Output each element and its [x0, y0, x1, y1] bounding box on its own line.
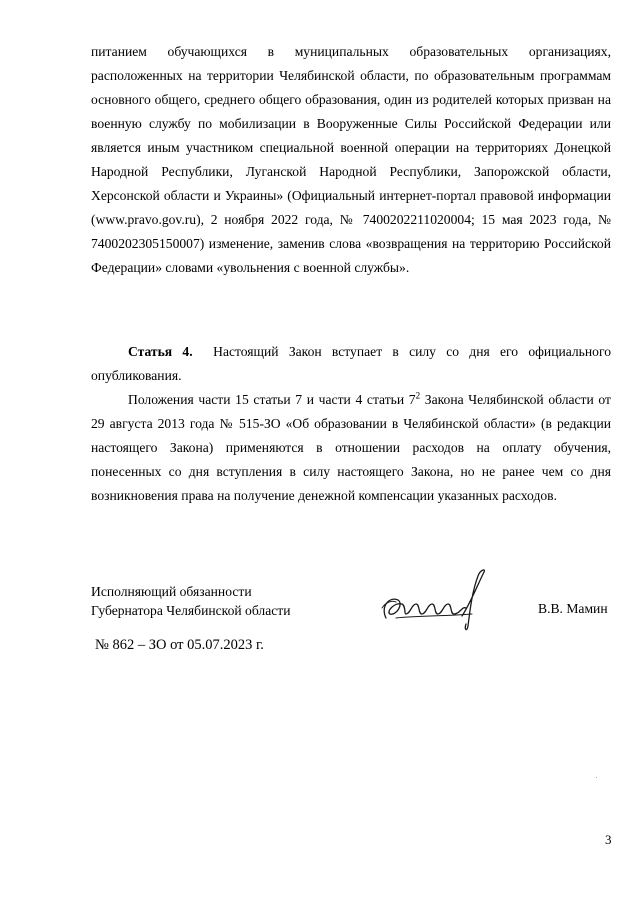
provisions-paragraph [91, 388, 611, 508]
continued-paragraph: питанием обучающихся в муниципальных образовательных организациях, расположенных на территории Челябинской области, по образовательным программам основного общего, среднего общего образования, один из родителей которых призван на военную службу по мобилизации в Вооруженные Силы Российской Федерации или является иным участником специальной военной операции на территориях Донецкой Народной Республики, Луганской Народной Республики, Запорожской области, Херсонской области и Украины» (Официальный интернет-портал правовой информации (www.pravo.gov.ru), 2 ноября 2022 года, № 7400202211020004; 15 мая 2023 года, № 7400202305150007) изменение, заменив слова «возвращения на территорию Российской Федерации» словами «увольнения с военной службы». [91, 44, 611, 275]
signatory-title-line1: Исполняющий обязанности [91, 584, 252, 599]
signatory-name: В.В. Мамин [538, 601, 608, 616]
page-number: 3 [605, 832, 612, 847]
article-4-block [91, 340, 611, 508]
article-4-paragraph [91, 340, 611, 388]
provisions-text-part2: Закона Челябинской области от 29 августа 2013 года № 515-ЗО «Об образовании в Челябинской области» (в редакции настоящего Закона) применяются в отношении расходов на оплату обучения, понесенных со дня вступления в силу настоящего Закона, но не ранее чем со дня возникновения права на получение денежной компенсации указанных расходов. [91, 392, 611, 503]
scan-speck [596, 777, 597, 778]
provisions-text-part1: Положения части 15 статьи 7 и части 4 статьи 7 [128, 392, 416, 407]
signatory-title [91, 582, 291, 620]
handwritten-signature [376, 566, 494, 638]
provisions-superscript: 2 [415, 390, 421, 401]
article-4-heading: Статья 4. [128, 344, 193, 359]
article-4-text: Настоящий Закон вступает в силу со дня его официального опубликования. [91, 344, 611, 383]
signatory-title-line2: Губернатора Челябинской области [91, 603, 291, 618]
law-number-date: № 862 – ЗО от 05.07.2023 г. [95, 637, 264, 653]
continued-paragraph-block [91, 40, 611, 280]
